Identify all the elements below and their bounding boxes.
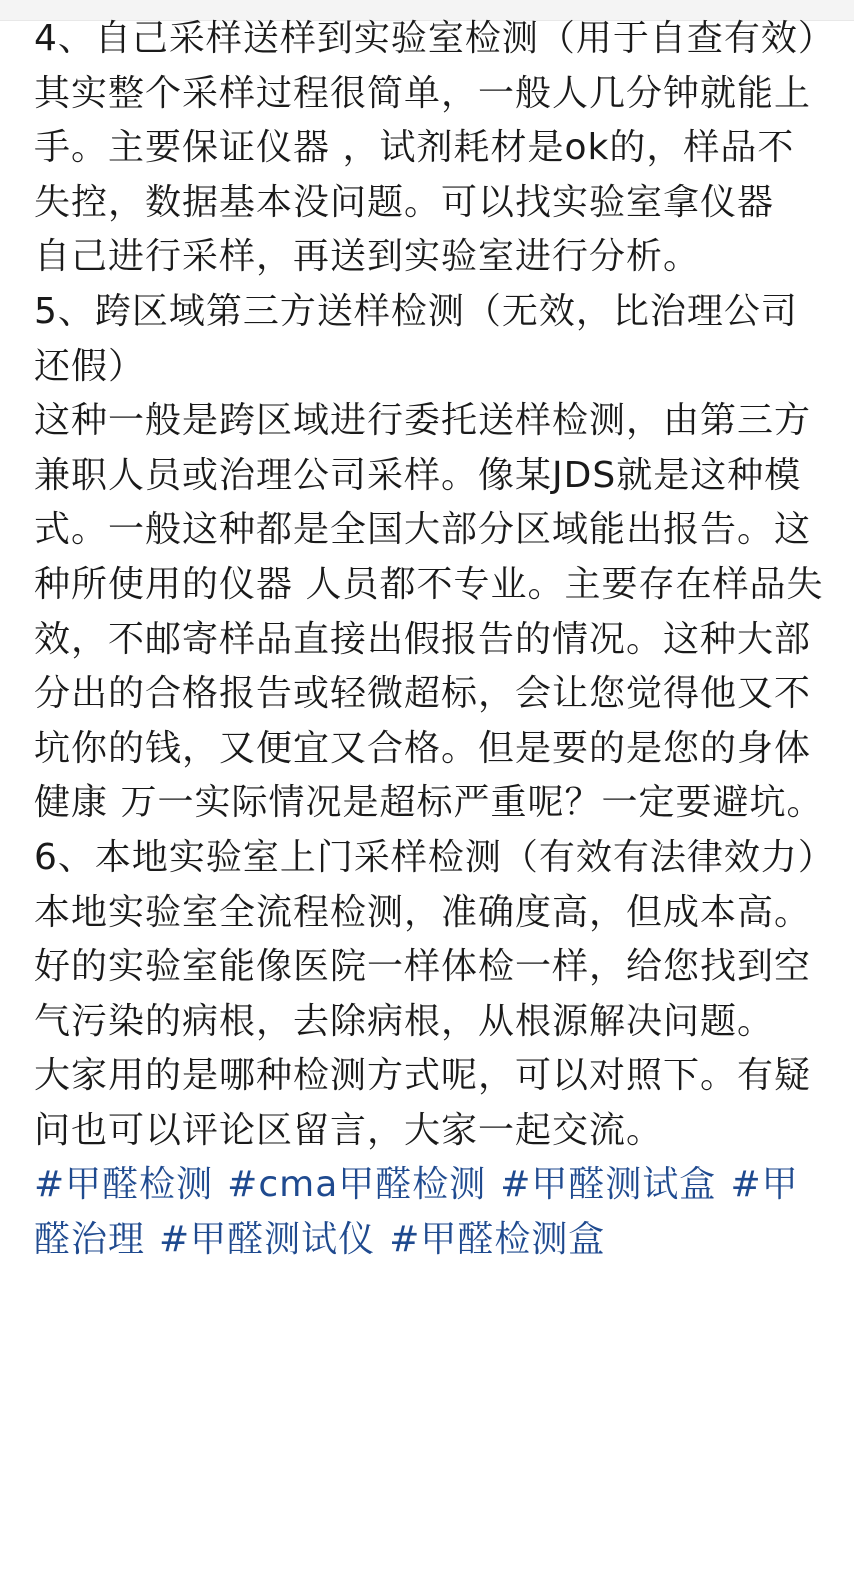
hashtag-link[interactable]: #甲醛检测 <box>34 1164 214 1206</box>
paragraph-method-4-body: 其实整个采样过程很简单，一般人几分钟就能上手。主要保证仪器 ，试剂耗材是ok的，样品不失控，数据基本没问题。可以找实验室拿仪器 <box>34 72 812 223</box>
hashtag-link[interactable]: #甲醛测试仪 <box>159 1219 376 1261</box>
article-body <box>34 12 835 1268</box>
paragraph-method-5-body: 这种一般是跨区域进行委托送样检测，由第三方兼职人员或治理公司采样。像某JDS就是这种模式。一般这种都是全国大部分区域能出报告。这种所使用的仪器 人员都不专业。主要存在样品失效，不邮寄样品直接出假报告的情况。这种大部分出的合格报告或轻微超标，会让您觉得他又不坑你的钱，又便宜又合格。但是要的是您的身体健康 万一实际情况是超标严重呢？一定要避坑。 <box>34 400 824 824</box>
paragraph-method-6-detail: 好的实验室能像医院一样体检一样，给您找到空气污染的病根，去除病根，从根源解决问题。 <box>34 946 812 1042</box>
paragraph-method-5-heading: 5、跨区域第三方送样检测（无效，比治理公司还假） <box>34 290 798 387</box>
paragraph-closing: 大家用的是哪种检测方式呢，可以对照下。有疑问也可以评论区留言，大家一起交流。 <box>34 1055 812 1151</box>
hashtag-link[interactable]: #甲醛检测盒 <box>389 1219 606 1261</box>
hashtag-link[interactable]: #甲醛治理 <box>34 1164 799 1261</box>
paragraph-method-6-heading: 6、本地实验室上门采样检测（有效有法律效力） <box>34 836 835 878</box>
paragraph-method-4-note: 自己进行采样，再送到实验室进行分析。 <box>34 236 701 278</box>
hashtag-link[interactable]: #甲醛测试盒 <box>500 1164 717 1206</box>
hashtag-list <box>34 1158 824 1267</box>
paragraph-method-4-heading: 4、自己采样送样到实验室检测（用于自查有效） <box>34 18 835 59</box>
hashtag-link[interactable]: #cma甲醛检测 <box>227 1164 487 1206</box>
paragraph-method-6-body: 本地实验室全流程检测，准确度高，但成本高。 <box>34 891 812 933</box>
